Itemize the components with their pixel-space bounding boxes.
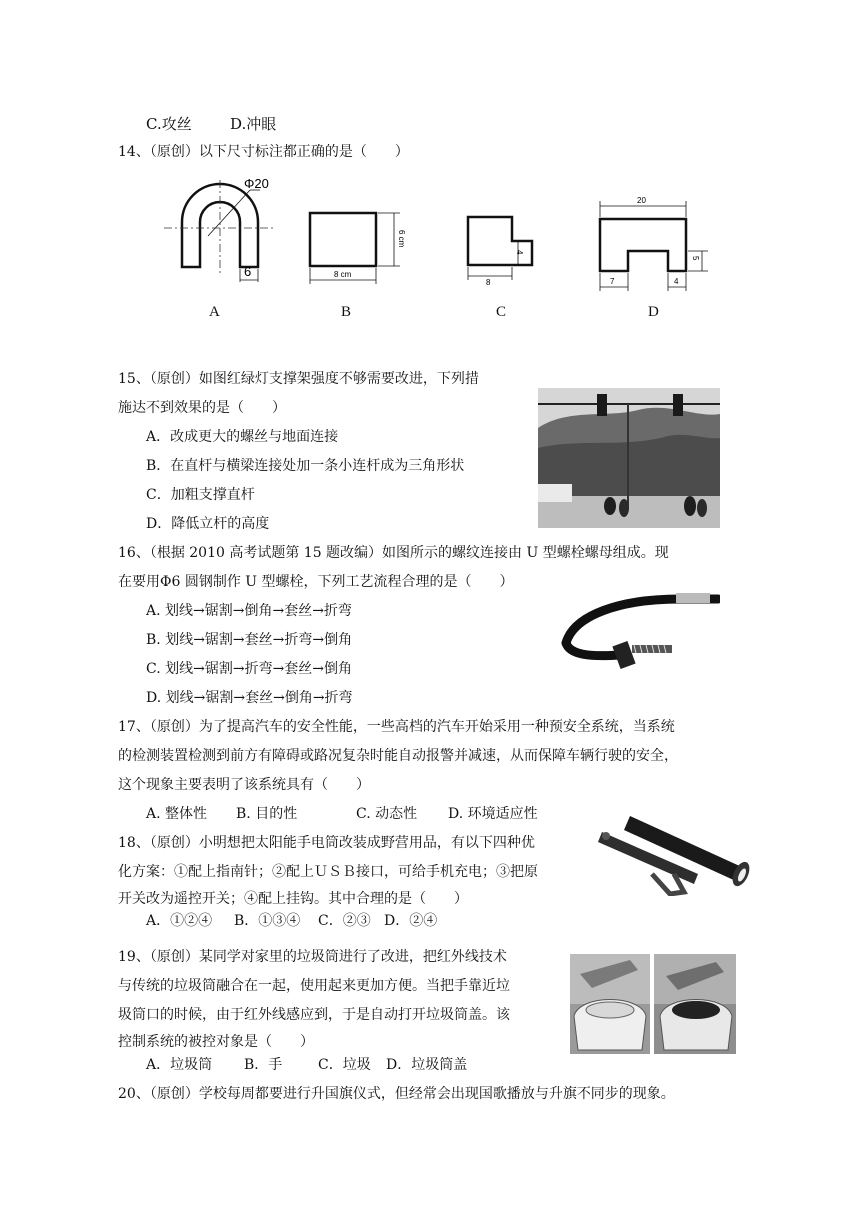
q13-option-c: C.攻丝 bbox=[146, 115, 192, 133]
q16-line2: 在要用Φ6 圆钢制作 U 型螺栓，下列工艺流程合理的是（ ） bbox=[118, 574, 514, 590]
q14-figure-b bbox=[300, 200, 412, 290]
q14-d-top: 20 bbox=[637, 196, 646, 205]
q17-line1: 17、（原创）为了提高汽车的安全性能，一些高档的汽车开始采用一种预安全系统，当系统 bbox=[118, 719, 675, 735]
q14-stem: 14、（原创）以下尺寸标注都正确的是（ ） bbox=[118, 144, 409, 160]
q16-option-a: A. 划线→锯割→倒角→套丝→折弯 bbox=[146, 603, 352, 619]
u-bolt-image bbox=[560, 585, 720, 685]
q17-option-a: A. 整体性 bbox=[146, 806, 208, 822]
q14-c-height: 4 bbox=[515, 250, 524, 255]
q14-b-height: 6 cm bbox=[397, 230, 406, 248]
q14-a-width: 6 bbox=[244, 264, 252, 279]
q14-figure-d bbox=[592, 190, 714, 296]
q19-option-a: A．垃圾筒 bbox=[146, 1057, 213, 1073]
q16-line1: 16、（根据 2010 高考试题第 15 题改编）如图所示的螺纹连接由 U 型螺栓螺母组成。现 bbox=[118, 545, 669, 561]
q15-option-a: A．改成更大的螺丝与地面连接 bbox=[146, 429, 339, 445]
q14-label-d: D bbox=[648, 304, 659, 320]
q14-a-diameter: Φ20 bbox=[244, 176, 269, 191]
q14-label-a: A bbox=[209, 304, 220, 320]
q17-line3: 这个现象主要表明了该系统具有（ ） bbox=[118, 777, 370, 793]
q14-d-right: 4 bbox=[674, 277, 679, 286]
q18-option-a: A．①②④ bbox=[146, 913, 213, 929]
q20-line1: 20、（原创）学校每周都要进行升国旗仪式，但经常会出现国歌播放与升旗不同步的现象。 bbox=[118, 1086, 675, 1102]
q13-option-d: D.冲眼 bbox=[230, 115, 277, 133]
q15-line1: 15、（原创）如图红绿灯支撑架强度不够需要改进，下列措 bbox=[118, 371, 479, 387]
q17-option-b: B. 目的性 bbox=[236, 806, 298, 822]
q18-line3: 开关改为遥控开关；④配上挂钩。其中合理的是（ ） bbox=[118, 891, 468, 907]
q14-label-c: C bbox=[496, 304, 507, 320]
q19-line1: 19、（原创）某同学对家里的垃圾筒进行了改进，把红外线技术 bbox=[118, 949, 507, 965]
q18-option-b: B．①③④ bbox=[234, 913, 301, 929]
q17-line2: 的检测装置检测到前方有障碍或路况复杂时能自动报警并减速，从而保障车辆行驶的安全， bbox=[118, 748, 678, 764]
q16-option-d: D. 划线→锯割→套丝→倒角→折弯 bbox=[146, 690, 353, 706]
q18-option-d: D．②④ bbox=[384, 913, 438, 929]
q18-option-c: C．②③ bbox=[318, 913, 371, 929]
q19-line2: 与传统的垃圾筒融合在一起，使用起来更加方便。当把手靠近垃 bbox=[118, 978, 510, 994]
q15-option-b: B．在直杆与横梁连接处加一条小连杆成为三角形状 bbox=[146, 458, 465, 474]
q19-option-d: D．垃圾筒盖 bbox=[386, 1057, 468, 1073]
q14-figure-c bbox=[460, 210, 550, 290]
q14-label-b: B bbox=[341, 304, 352, 320]
q17-option-d: D. 环境适应性 bbox=[448, 806, 538, 822]
q14-c-width: 8 bbox=[486, 278, 491, 287]
q18-line2: 化方案：①配上指南针；②配上ＵＳＢ接口，可给手机充电；③把原 bbox=[118, 864, 538, 880]
q14-b-width: 8 cm bbox=[334, 270, 352, 279]
q15-option-d: D．降低立杆的高度 bbox=[146, 516, 270, 532]
q19-option-c: C．垃圾 bbox=[318, 1057, 371, 1073]
q14-d-height: 5 bbox=[691, 256, 700, 261]
q19-option-b: B．手 bbox=[244, 1057, 283, 1073]
trash-can-photo-open bbox=[654, 954, 736, 1054]
q16-option-b: B. 划线→锯割→套丝→折弯→倒角 bbox=[146, 632, 353, 648]
flashlight-image bbox=[596, 812, 766, 896]
trash-can-photo-closed bbox=[570, 954, 650, 1054]
q16-option-c: C. 划线→锯割→折弯→套丝→倒角 bbox=[146, 661, 353, 677]
q18-line1: 18、（原创）小明想把太阳能手电筒改装成野营用品，有以下四种优 bbox=[118, 835, 535, 851]
q17-option-c: C. 动态性 bbox=[356, 806, 418, 822]
q14-d-left: 7 bbox=[610, 277, 615, 286]
q14-figure-a bbox=[160, 172, 280, 292]
traffic-light-photo bbox=[538, 388, 720, 528]
q19-line3: 圾筒口的时候，由于红外线感应到，于是自动打开垃圾筒盖。该 bbox=[118, 1007, 510, 1023]
q15-line2: 施达不到效果的是（ ） bbox=[118, 400, 286, 416]
q19-line4: 控制系统的被控对象是（ ） bbox=[118, 1034, 314, 1050]
q15-option-c: C．加粗支撑直杆 bbox=[146, 487, 255, 503]
